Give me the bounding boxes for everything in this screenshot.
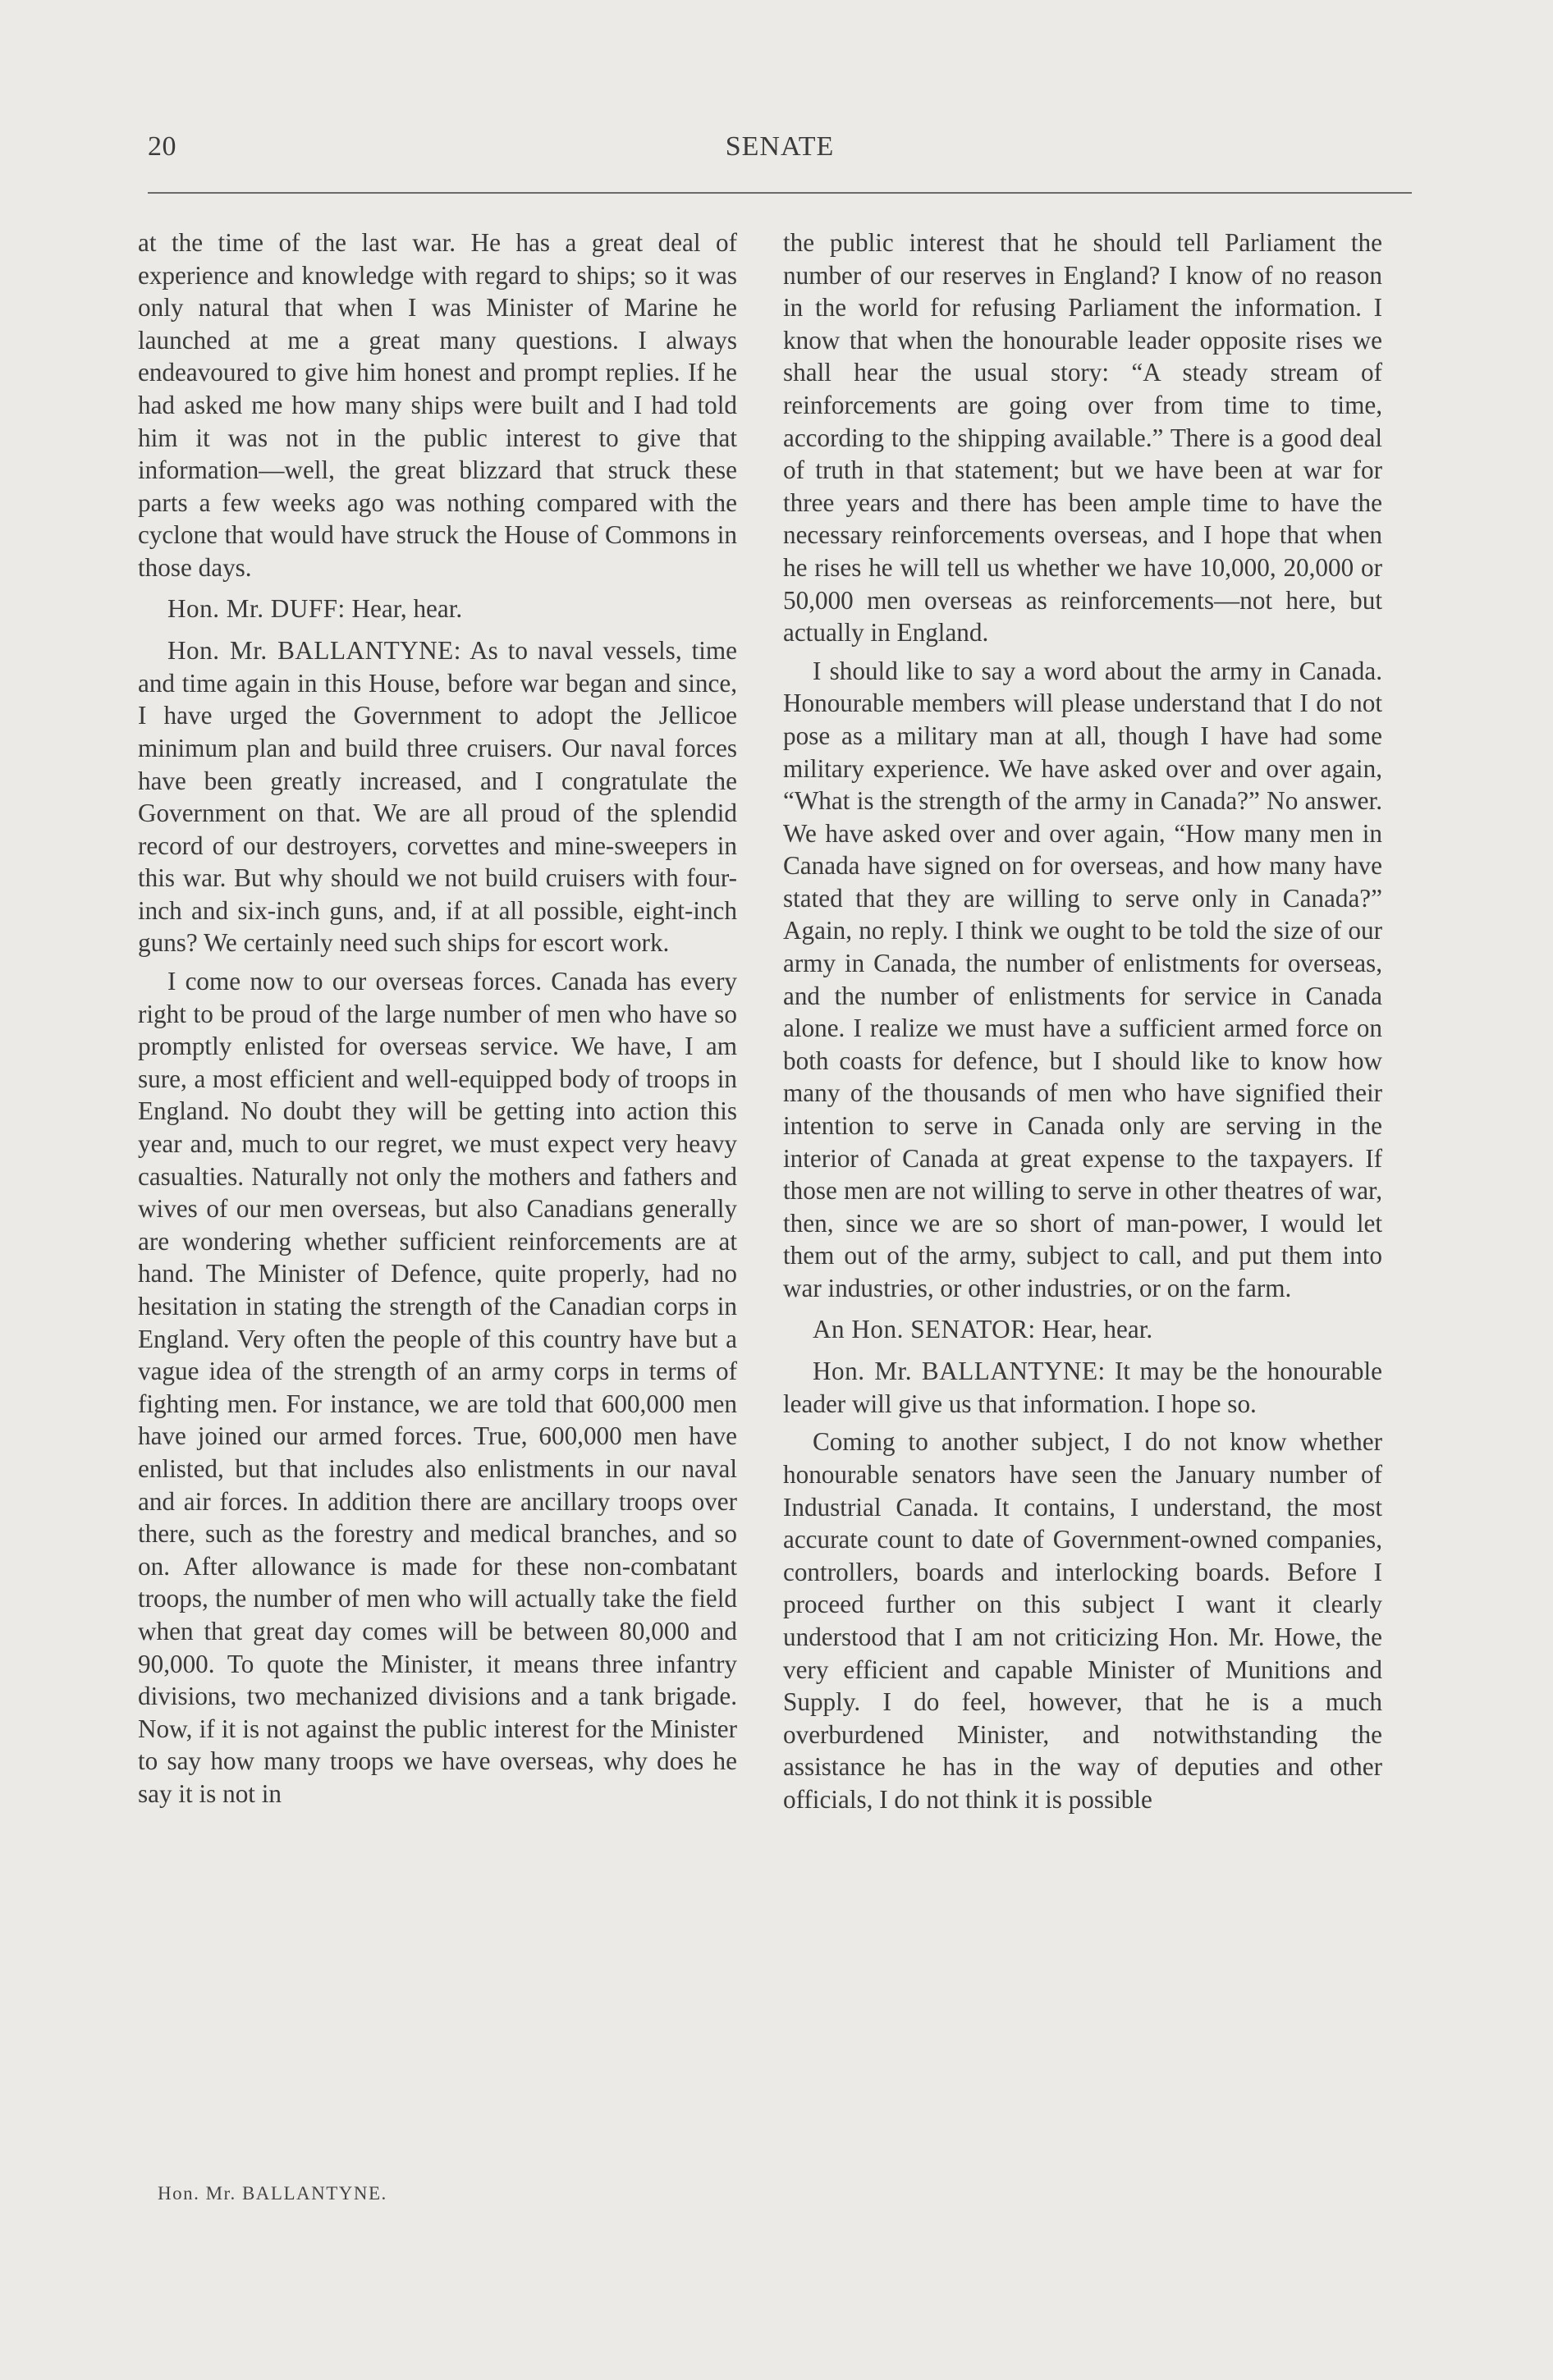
running-title: SENATE: [725, 131, 835, 162]
speaker-name: Hon. Mr. BALLANTYNE:: [167, 636, 461, 666]
paragraph: I come now to our overseas forces. Canada has every right to be proud of the large number of men who have so promptly enlisted for overseas service. We have, I am sure, a most efficient and well-equipped body of troops in England. No doubt they will be getting into action this year and, much to our regret, we must expect very heavy casualties. Naturally not only the mothers and fathers and wives of our men overseas, but also Canadians generally are wondering whether sufficient reinforcements are at hand. The Minister of Defence, quite properly, had no hesitation in stating the strength of the Canadian corps in England. Very often the people of this country have but a vague idea of the strength of an army corps in terms of fighting men. For instance, we are told that 600,000 men have joined our armed forces. True, 600,000 men have enlisted, but that includes also enlistments in our naval and air forces. In addition there are ancillary troops over there, such as the forestry and medical branches, and so on. After allowance is made for these non-combatant troops, the number of men who will actually take the field when that great day comes will be between 80,000 and 90,000. To quote the Minister, it means three infantry divisions, two mechanized divisions and a tank brigade. Now, if it is not against the public interest for the Minister to say how many troops we have overseas, why does he say it is not in: [138, 967, 737, 1808]
paragraph: at the time of the last war. He has a great deal of experience and knowledge with regard to ships; so it was only natural that when I was Minister of Marine he launched at me a great many questions. I always endeavoured to give him honest and prompt replies. If he had asked me how many ships were built and I had told him it was not in the public interest to give that information—well, the great blizzard that struck these parts a few weeks ago was nothing compared with the cyclone that would have struck the House of Commons in those days.: [138, 228, 737, 582]
speech-text: Hear, hear.: [351, 593, 463, 623]
header-rule: [148, 192, 1412, 194]
interjection-senator: [783, 1313, 1382, 1346]
speech-ballantyne-info: [783, 1355, 1382, 1420]
speaker-name: Hon. Mr. DUFF:: [167, 593, 346, 623]
paragraph: I should like to say a word about the army in Canada. Honourable members will please understand that I do not pose as a military man at all, though I have had some military experience. We have asked over and over again, “What is the strength of the army in Canada?” No answer. We have asked over and over again, “How many men in Canada have signed on for overseas, and how many have stated that they are willing to serve only in Canada?” Again, no reply. I think we ought to be told the size of our army in Canada, the number of enlistments for overseas, and the number of enlistments for service in Canada alone. I realize we must have a sufficient armed force on both coasts for defence, but I should like to know how many of the thousands of men who have signified their intention to serve in Canada only are serving in the interior of Canada at great expense to the taxpayers. If those men are not willing to serve in other theatres of war, then, since we are so short of man-power, I would let them out of the army, subject to call, and put them into war industries, or other industries, or on the farm.: [783, 656, 1382, 1302]
paragraph: the public interest that he should tell Parliament the number of our reserves in England? I know of no reason in the world for refusing Parliament the information. I know that when the honourable leader opposite rises we shall hear the usual story: “A steady stream of reinforcements are going over from time to time, according to the shipping available.” There is a good deal of truth in that statement; but we have been at war for three years and there has been ample time to have the necessary reinforcements overseas, and I hope that when he rises he will tell us whether we have 10,000, 20,000 or 50,000 men overseas as reinforcements—not here, but actually in England.: [783, 228, 1382, 648]
interjection-duff: [138, 593, 737, 625]
paragraph: Coming to another subject, I do not know whether honourable senators have seen the January number of Industrial Canada. It contains, I understand, the most accurate count to date of Government-owned companies, controllers, boards and interlocking boards. Before I proceed further on this subject I want it clearly understood that I am not criticizing Hon. Mr. Howe, the very efficient and capable Minister of Munitions and Supply. I do feel, however, that he is a much overburdened Minister, and notwithstanding the assistance he has in the way of deputies and other officials, I do not think it is possible: [783, 1427, 1382, 1814]
left-column: [138, 227, 737, 1816]
speaker-name: Hon. Mr. BALLANTYNE:: [813, 1357, 1106, 1386]
speech-text: Hear, hear.: [1042, 1314, 1153, 1343]
speech-ballantyne-naval: [138, 634, 737, 959]
speech-text: As to naval vessels, time and time again in this House, before war began and since, I have urged the Government to adopt the Jellicoe minimum plan and build three cruisers. Our naval forces have been greatly increased, and I congratulate the Government on that. We are all proud of the splendid record of our destroyers, corvettes and mine-sweepers in this war. But why should we not build cruisers with four-inch and six-inch guns, and, if at all possible, eight-inch guns? We certainly need such ships for escort work.: [138, 636, 737, 958]
page-number: 20: [148, 131, 176, 162]
right-column: [783, 227, 1382, 1822]
footer-speaker-note: Hon. Mr. BALLANTYNE.: [158, 2183, 387, 2204]
speaker-name: An Hon. SENATOR:: [813, 1314, 1036, 1343]
page-header: [148, 131, 1412, 171]
speech-text: It may be the honourable leader will give us that information. I hope so.: [783, 1357, 1383, 1418]
